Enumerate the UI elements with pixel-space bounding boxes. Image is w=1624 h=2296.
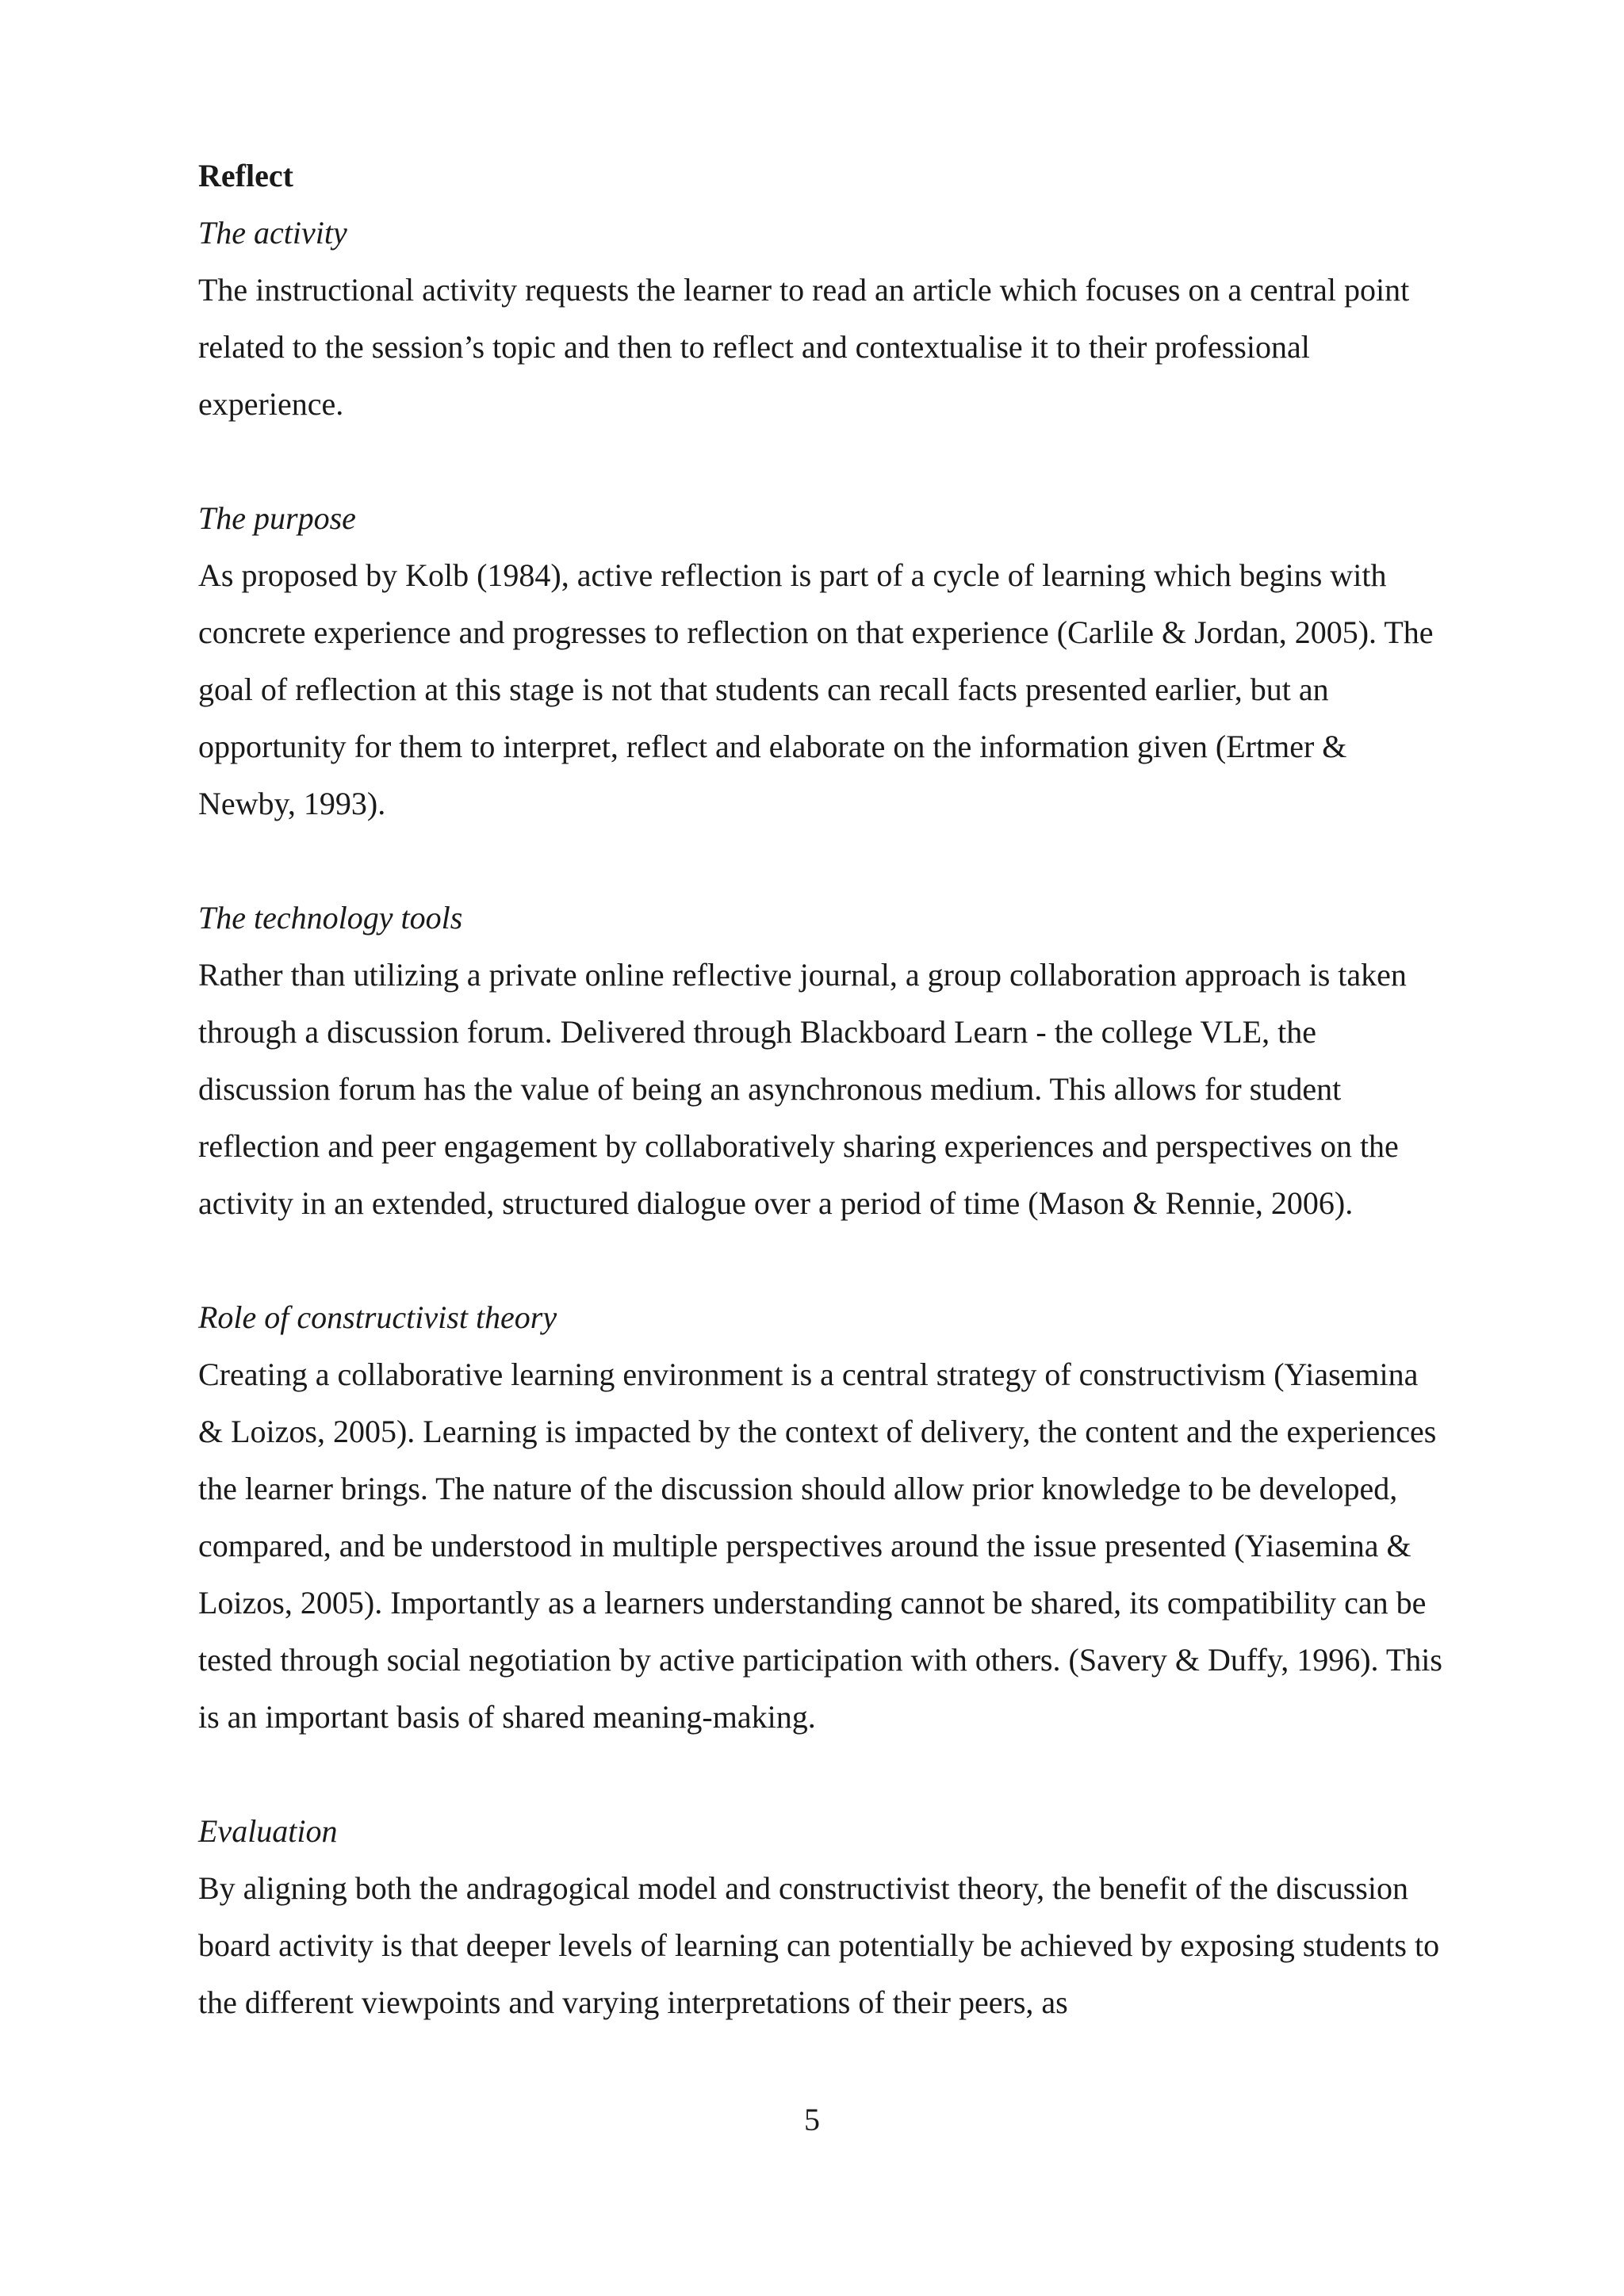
page-number: 5 — [804, 2102, 820, 2137]
page-content — [198, 147, 1443, 2031]
section-heading-reflect: Reflect — [198, 158, 293, 193]
paragraph-activity: The instructional activity requests the learner to read an article which focuses on a central point related to the session’s topic and then to reflect and contextualise it to their professional experience. — [198, 272, 1410, 422]
paragraph-constructivist-theory: Creating a collaborative learning environment is a central strategy of constructivism (Yiasemina & Loizos, 2005). Learning is impacted by the context of delivery, the content and the experiences the learner brings. The nature of the discussion should allow prior knowledge to be developed, compared, and be understood in multiple perspectives around the issue presented (Yiasemina & Loizos, 2005). Importantly as a learners understanding cannot be shared, its compatibility can be tested through social negotiation by active participation with others. (Savery & Duffy, 1996). This is an important basis of shared meaning-making. — [198, 1357, 1442, 1735]
paragraph-purpose: As proposed by Kolb (1984), active reflection is part of a cycle of learning which begins with concrete experience and progresses to reflection on that experience (Carlile & Jordan, 2005). The goal of reflection at this stage is not that students can recall facts presented earlier, but an opportunity for them to interpret, reflect and elaborate on the information given (Ertmer & Newby, 1993). — [198, 557, 1434, 821]
subheading-technology-tools: The technology tools — [198, 900, 463, 936]
paragraph-technology-tools: Rather than utilizing a private online reflective journal, a group collaboration approach is taken through a discussion forum. Delivered through Blackboard Learn - the college VLE, the discussion forum has the value of being an asynchronous medium. This allows for student reflection and peer engagement by collaboratively sharing experiences and perspectives on the activity in an extended, structured dialogue over a period of time (Mason & Rennie, 2006). — [198, 957, 1407, 1221]
subheading-activity: The activity — [198, 215, 347, 251]
subheading-constructivist-theory: Role of constructivist theory — [198, 1299, 557, 1335]
section-technology-tools — [198, 890, 1443, 1232]
section-activity — [198, 205, 1443, 433]
subheading-purpose: The purpose — [198, 500, 356, 536]
section-purpose — [198, 490, 1443, 832]
section-constructivist-theory — [198, 1289, 1443, 1746]
paragraph-evaluation: By aligning both the andragogical model and constructivist theory, the benefit of the discussion board activity is that deeper levels of learning can potentially be achieved by exposing students to the different viewpoints and varying interpretations of their peers, as — [198, 1870, 1440, 2020]
subheading-evaluation: Evaluation — [198, 1813, 338, 1849]
section-evaluation — [198, 1803, 1443, 2031]
